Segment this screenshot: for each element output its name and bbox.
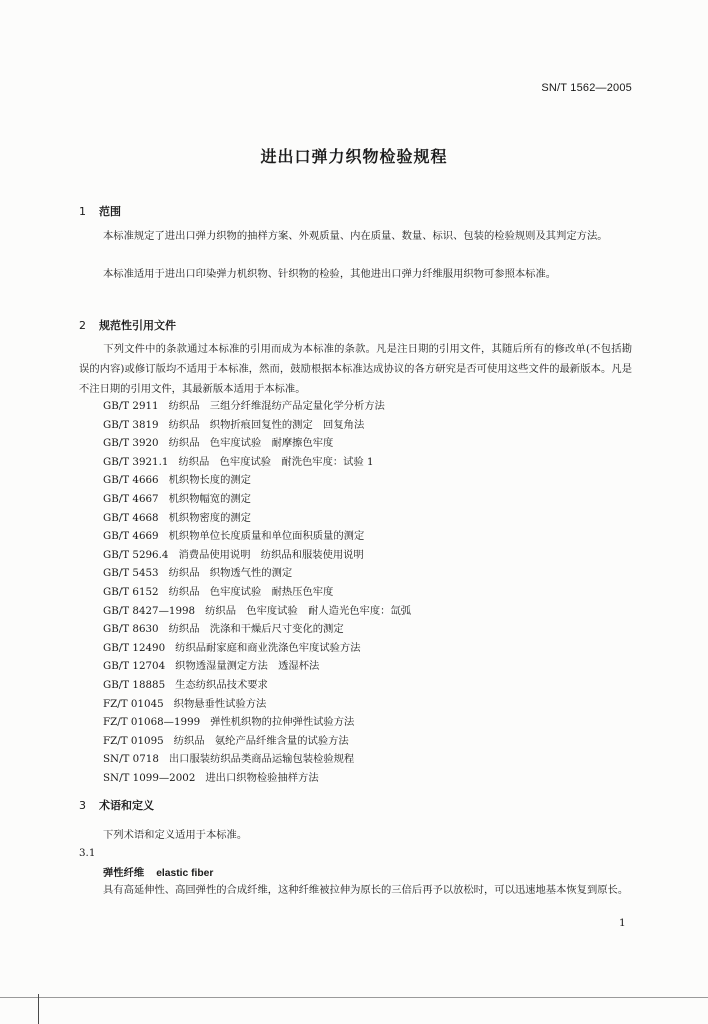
reference-code: GB/T 8630: [103, 623, 159, 636]
reference-item: [103, 509, 411, 528]
reference-item: [103, 564, 411, 583]
term-name-en: elastic fiber: [156, 868, 214, 879]
normative-references-list: [103, 397, 411, 787]
section-number: 3: [79, 799, 86, 812]
reference-code: GB/T 6152: [103, 585, 159, 598]
reference-title: 纺织品 色牢度试验 耐摩擦色牢度: [168, 437, 334, 450]
reference-title: 纺织品 色牢度试验 耐热压色牢度: [168, 585, 334, 598]
section-number: 1: [79, 205, 86, 218]
reference-item: [103, 397, 411, 416]
reference-item: [103, 416, 411, 435]
reference-code: SN/T 1099—2002: [103, 771, 196, 784]
page-number: 1: [619, 917, 626, 929]
reference-item: [103, 602, 411, 621]
reference-code: FZ/T 01095: [103, 734, 164, 747]
reference-code: GB/T 5453: [103, 567, 159, 580]
reference-title: 织物透湿量测定方法 透湿杯法: [175, 660, 320, 673]
term-name-zh: 弹性纤维: [103, 867, 145, 879]
reference-title: 纺织品 洗涤和干燥后尺寸变化的测定: [168, 623, 344, 636]
reference-item: [103, 620, 411, 639]
reference-code: GB/T 4666: [103, 474, 159, 487]
reference-code: GB/T 12704: [103, 660, 166, 673]
section-number: 2: [79, 319, 86, 332]
scope-paragraph-2: [79, 264, 632, 284]
reference-item: [103, 471, 411, 490]
reference-title: 机织物长度的测定: [168, 474, 251, 487]
section-1-heading: [79, 203, 121, 219]
reference-item: [103, 639, 411, 658]
reference-code: GB/T 18885: [103, 678, 166, 691]
reference-title: 生态纺织品技术要求: [175, 678, 268, 691]
reference-title: 纺织品 三组分纤维混纺产品定量化学分析方法: [168, 400, 385, 412]
reference-item: [103, 546, 411, 565]
paragraph-text: 本标准适用于进出口印染弹力机织物、针织物的检验，其他进出口弹力纤维服用织物可参照本标准。: [103, 268, 557, 280]
reference-item: [103, 732, 411, 751]
reference-item: [103, 453, 411, 472]
reference-item: [103, 769, 411, 788]
document-title: 进出口弹力织物检验规程: [260, 147, 448, 166]
reference-title: 纺织品 色牢度试验 耐人造光色牢度：氙弧: [205, 604, 412, 617]
standard-code: SN/T 1562—2005: [541, 82, 632, 94]
reference-title: 纺织品 色牢度试验 耐洗色牢度：试验 1: [178, 455, 374, 468]
reference-code: GB/T 3921.1: [103, 455, 169, 468]
reference-title: 消费品使用说明 纺织品和服装使用说明: [178, 548, 364, 561]
reference-code: GB/T 4667: [103, 492, 159, 505]
term-definition: [79, 880, 632, 900]
reference-item: [103, 527, 411, 546]
section-title: 范围: [99, 205, 121, 218]
term-heading: [103, 864, 213, 879]
paragraph-text: 具有高延伸性、高回弹性的合成纤维，这种纤维被拉伸为原长的三倍后再予以放松时，可以迅速地基本恢复到原长。: [103, 884, 629, 896]
scan-edge-line: [0, 997, 708, 998]
section-2-heading: [79, 317, 176, 333]
reference-code: FZ/T 01068—1999: [103, 716, 201, 729]
section-title: 术语和定义: [99, 799, 154, 812]
section-3-heading: [79, 797, 154, 813]
reference-item: [103, 657, 411, 676]
reference-item: [103, 434, 411, 453]
reference-code: GB/T 3920: [103, 437, 159, 450]
paragraph-text: 下列文件中的条款通过本标准的引用而成为本标准的条款。凡是注日期的引用文件，其随后所有的修改单(不包括勘误的内容)或修订版均不适用于本标准，然而，鼓励根据本标准达成协议的各方研究是否可使用这些文件的最新版本。凡是不注日期的引用文件，其最新版本适用于本标准。: [79, 343, 632, 395]
reference-title: 进出口织物检验抽样方法: [205, 771, 319, 784]
reference-title: 纺织品耐家庭和商业洗涤色牢度试验方法: [175, 641, 361, 654]
paragraph-text: 本标准规定了进出口弹力织物的抽样方案、外观质量、内在质量、数量、标识、包装的检验规则及其判定方法。: [103, 230, 608, 242]
reference-title: 纺织品 织物透气性的测定: [168, 567, 293, 580]
reference-code: GB/T 3819: [103, 418, 159, 431]
terms-intro: 下列术语和定义适用于本标准。: [103, 829, 248, 841]
reference-item: [103, 750, 411, 769]
reference-code: GB/T 5296.4: [103, 548, 169, 561]
reference-code: GB/T 4669: [103, 530, 159, 543]
scope-paragraph-1: [79, 226, 632, 246]
reference-code: GB/T 12490: [103, 641, 166, 654]
scan-edge-mark: [38, 994, 39, 1024]
reference-title: 机织物密度的测定: [168, 511, 251, 524]
reference-item: [103, 713, 411, 732]
reference-title: 织物悬垂性试验方法: [173, 697, 267, 710]
reference-title: 纺织品 织物折痕回复性的测定 回复角法: [168, 418, 365, 431]
reference-title: 出口服装纺织品类商品运输包装检验规程: [168, 753, 355, 766]
reference-title: 机织物单位长度质量和单位面积质量的测定: [168, 530, 365, 543]
reference-code: GB/T 2911: [103, 400, 159, 412]
reference-title: 机织物幅宽的测定: [168, 492, 251, 505]
reference-code: FZ/T 01045: [103, 697, 164, 710]
reference-title: 弹性机织物的拉伸弹性试验方法: [210, 716, 355, 729]
reference-item: [103, 583, 411, 602]
reference-item: [103, 490, 411, 509]
term-number: 3.1: [79, 847, 96, 859]
reference-item: [103, 695, 411, 714]
reference-code: GB/T 4668: [103, 511, 159, 524]
reference-item: [103, 676, 411, 695]
reference-code: SN/T 0718: [103, 753, 159, 766]
reference-code: GB/T 8427—1998: [103, 604, 196, 617]
references-intro: [79, 339, 632, 399]
section-title: 规范性引用文件: [99, 319, 176, 332]
reference-title: 纺织品 氨纶产品纤维含量的试验方法: [173, 734, 349, 747]
